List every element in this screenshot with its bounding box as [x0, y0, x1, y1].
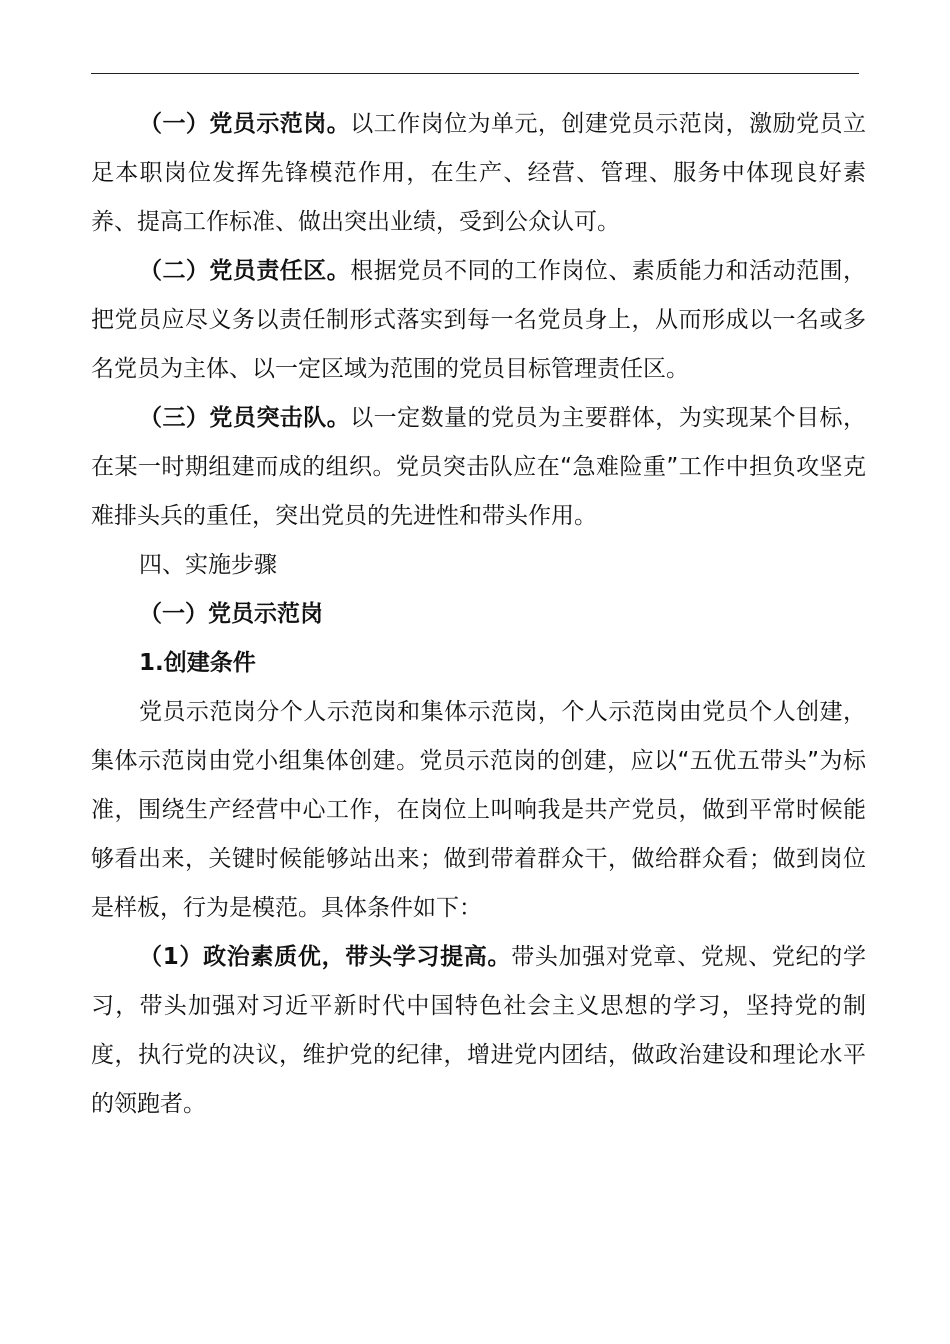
header-rule: [91, 73, 859, 74]
paragraph-party-member-shock-team: [91, 394, 866, 541]
paragraph-text: 以工作岗位为单元，创建党员示范岗，激励党员立足本职岗位发挥先锋模范作用，在生产、经营、管理、服务中体现良好素养、提高工作标准、做出突出业绩，受到公众认可。: [91, 111, 867, 235]
document-body: [91, 100, 866, 1129]
paragraph-condition-1: [91, 933, 866, 1129]
paragraph-text: 根据党员不同的工作岗位、素质能力和活动范围，把党员应尽义务以责任制形式落实到每一名党员身上，从而形成以一名或多名党员为主体、以一定区域为范围的党员目标管理责任区。: [91, 258, 867, 382]
paragraph-party-member-responsibility-area: [91, 247, 866, 394]
paragraph-lead: （1）政治素质优，带头学习提高。: [139, 944, 512, 970]
paragraph-lead: （三）党员突击队。: [139, 405, 351, 431]
body-paragraph: 党员示范岗分个人示范岗和集体示范岗，个人示范岗由党员个人创建，集体示范岗由党小组集体创建。党员示范岗的创建，应以“五优五带头”为标准，围绕生产经营中心工作，在岗位上叫响我是共产党员，做到平常时候能够看出来，关键时候能够站出来；做到带着群众干，做给群众看；做到岗位是样板，行为是模范。具体条件如下：: [91, 699, 866, 921]
section-heading: 四、实施步骤: [139, 552, 277, 578]
item-heading: 1.创建条件: [139, 650, 256, 676]
paragraph-text: 以一定数量的党员为主要群体，为实现某个目标，在某一时期组建而成的组织。党员突击队应在“急难险重”工作中担负攻坚克难排头兵的重任，突出党员的先进性和带头作用。: [91, 405, 867, 529]
paragraph-text: 带头加强对党章、党规、党纪的学习，带头加强对习近平新时代中国特色社会主义思想的学习，坚持党的制度，执行党的决议，维护党的纪律，增进党内团结，做政治建设和理论水平的领跑者。: [91, 944, 866, 1117]
paragraph-lead: （一）党员示范岗。: [139, 111, 351, 137]
paragraph-lead: （二）党员责任区。: [139, 258, 351, 284]
paragraph-party-member-model-post: [91, 100, 866, 247]
subsection-heading: （一）党员示范岗: [139, 601, 323, 627]
